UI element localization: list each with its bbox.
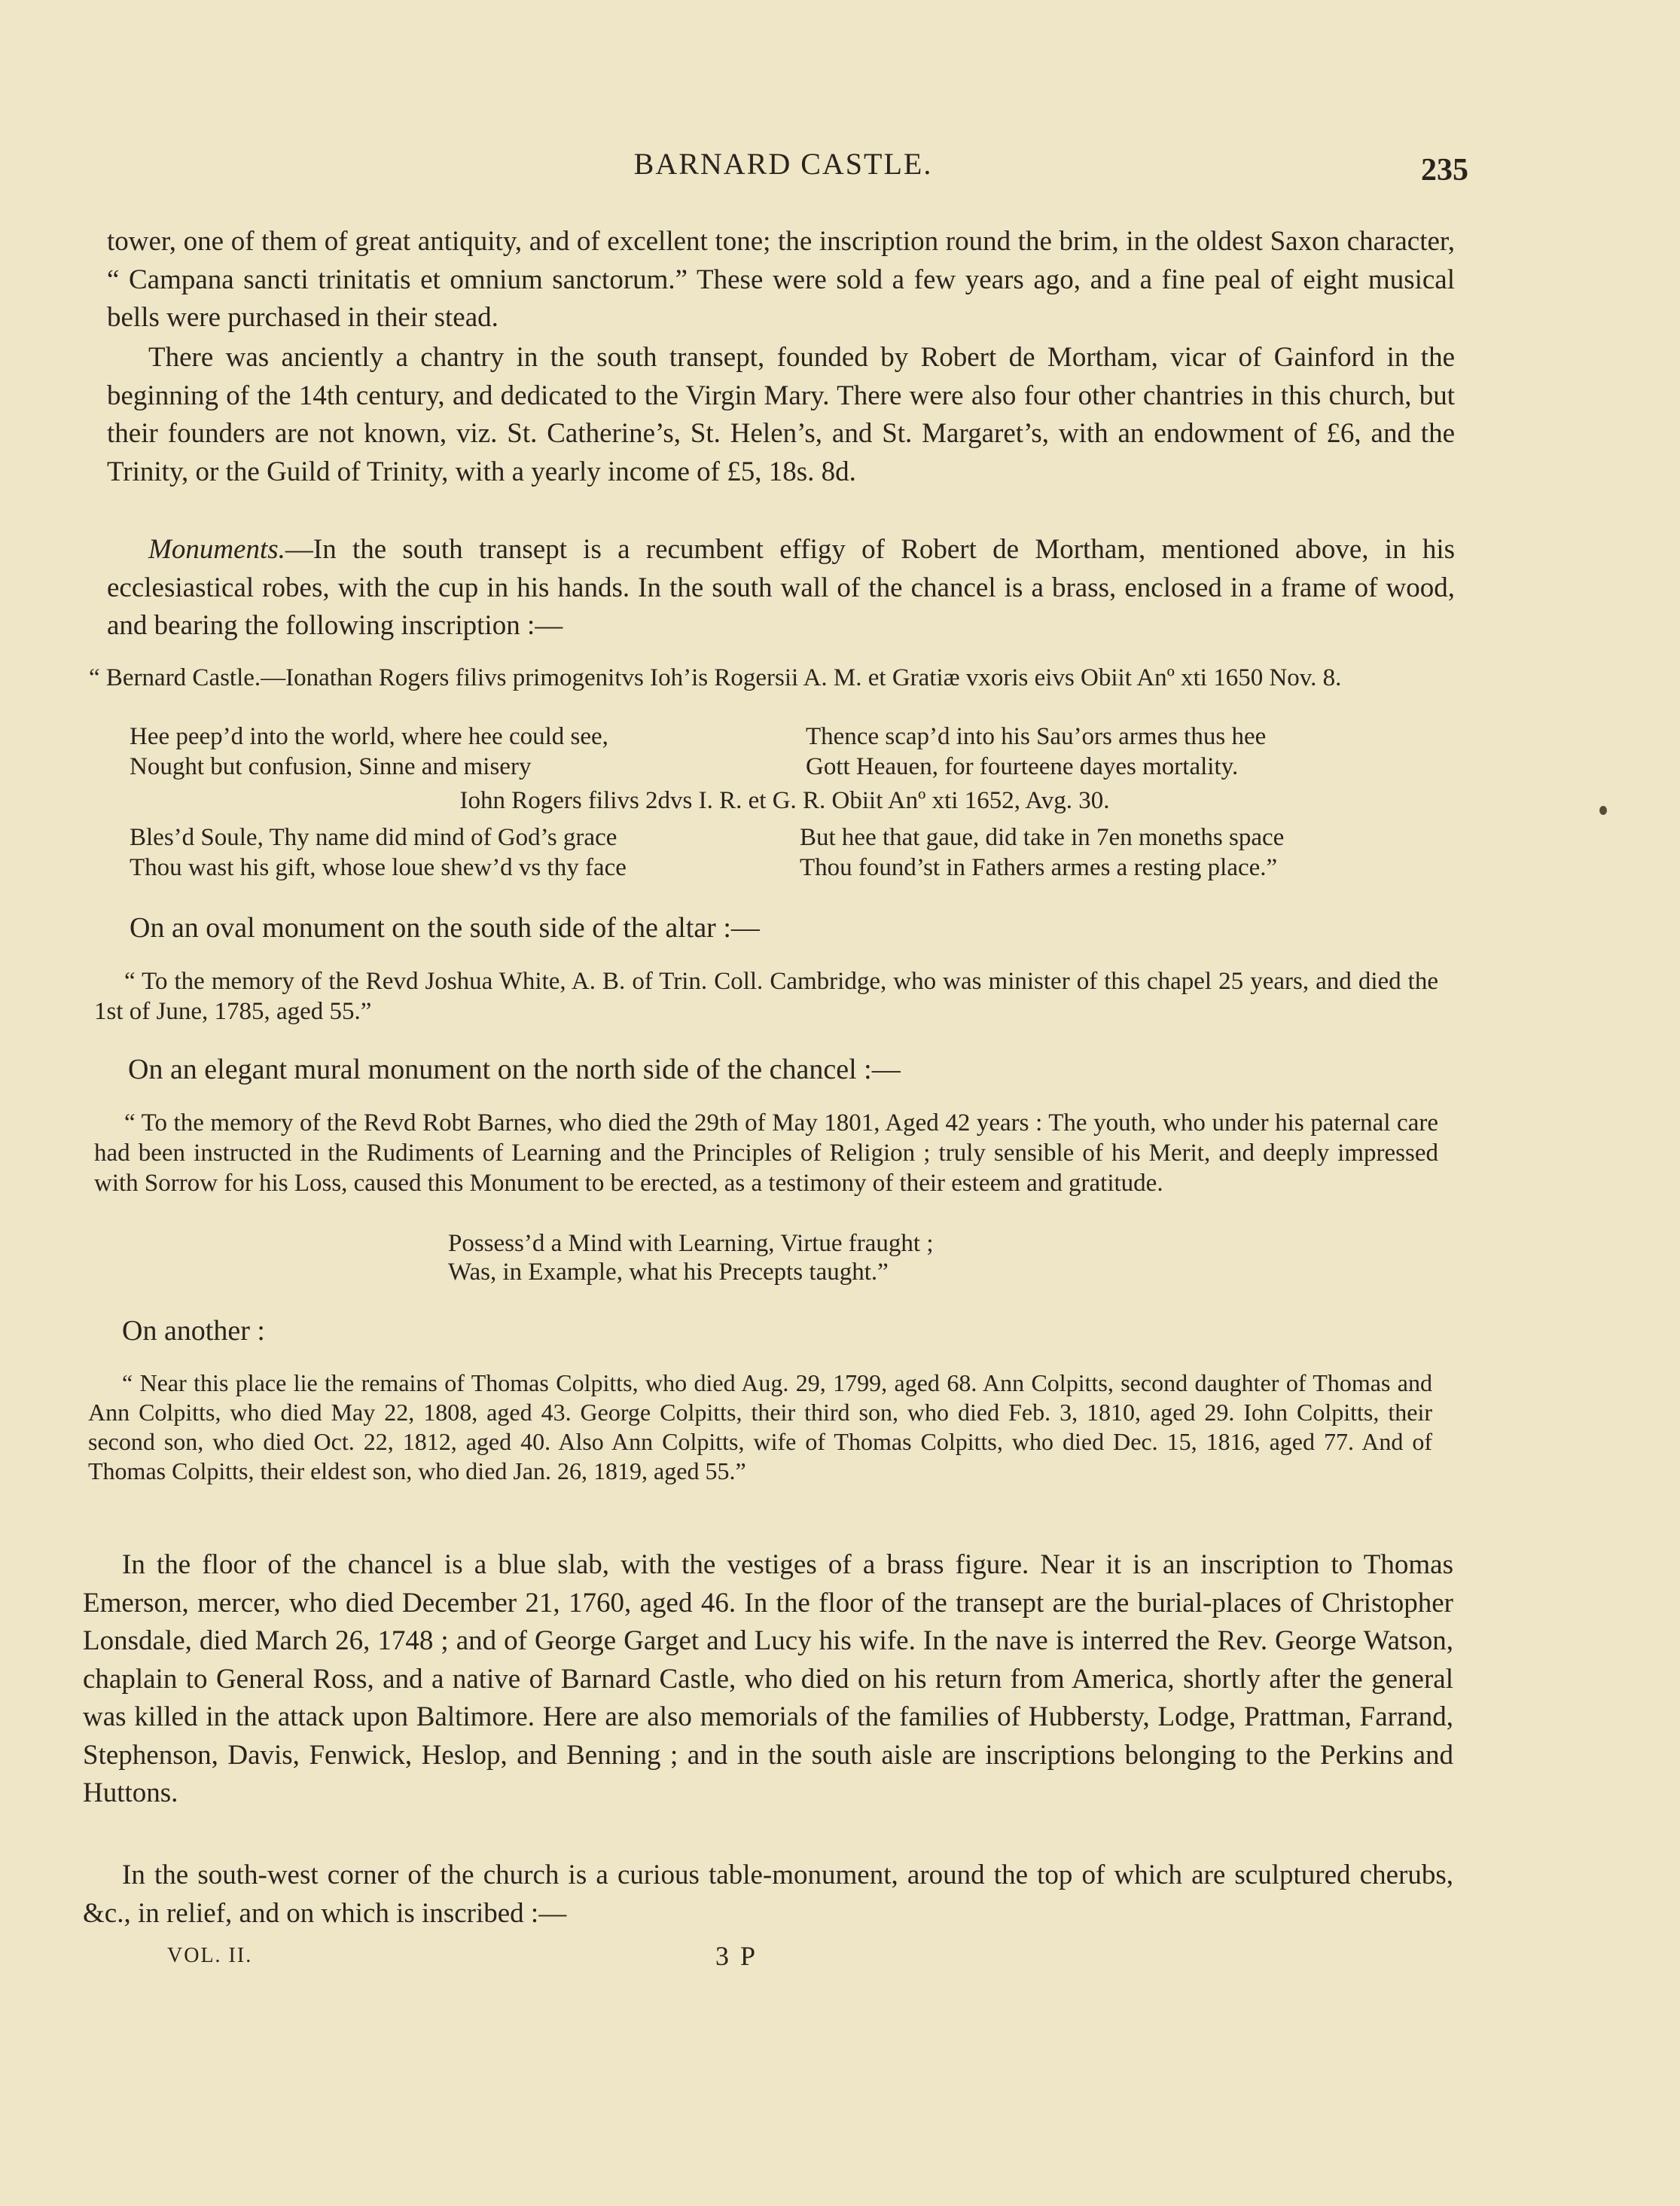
intro-oval-monument: On an oval monument on the south side of the altar :— (130, 912, 760, 944)
verse2-left-2: Thou wast his gift, whose loue shew’d vs thy face (130, 854, 627, 881)
verse-right-1: Thence scap’d into his Sau’ors armes thus hee (806, 723, 1267, 750)
paragraph-chancel-floor: In the floor of the chancel is a blue slab, with the vestiges of a brass figure. Near it is an inscription to Thomas Emerson, mercer, who died December 21, 1760, aged 46. In the floor of the transept are the burial-places of Christopher Lonsdale, died March 26, 1748 ; and of George Garget and Lucy his wife. In the nave is interred the Rev. George Watson, chaplain to General Ross, and a native of Barnard Castle, who died on his return from America, shortly after the general was killed in the attack upon Baltimore. Here are also memorials of the families of Hubbersty, Lodge, Prattman, Farrand, Stephenson, Davis, Fenwick, Heslop, and Benning ; and in the south aisle are inscriptions belonging to the Perkins and Huttons. (83, 1549, 1453, 1808)
verse3-line-1: Possess’d a Mind with Learning, Virtue fraught ; (448, 1230, 934, 1257)
inscription-colpitts: “ Near this place lie the remains of Thomas Colpitts, who died Aug. 29, 1799, aged 68. Ann Colpitts, second daughter of Thomas and Ann Colpitts, who died May 22, 1808, aged 43. George Colpitts, their third son, who died Feb. 3, 1810, aged 29. Iohn Colpitts, their second son, who died Oct. 22, 1812, aged 40. Also Ann Colpitts, wife of Thomas Colpitts, who died Dec. 15, 1816, aged 77. And of Thomas Colpitts, their eldest son, who died Jan. 26, 1819, aged 55.” (88, 1369, 1432, 1484)
intro-another: On another : (122, 1315, 265, 1347)
verse2-left-1: Bles’d Soule, Thy name did mind of God’s grace (130, 824, 617, 851)
verse-left-1: Hee peep’d into the world, where hee could see, (130, 723, 608, 750)
inscription-rogers-center: Iohn Rogers filivs 2dvs I. R. et G. R. Obiit Anº xti 1652, Avg. 30. (459, 787, 1110, 814)
paragraph-chantries: There was anciently a chantry in the south transept, founded by Robert de Mortham, vicar of Gainford in the beginning of the 14th century, and dedicated to the Virgin Mary. There were also four other chantries in this church, but their founders are not known, viz. St. Catherine’s, St. Helen’s, and St. Margaret’s, with an endowment of £6, and the Trinity, or the Guild of Trinity, with a yearly income of £5, 18s. 8d. (107, 342, 1455, 487)
paragraph-bells: tower, one of them of great antiquity, and of excellent tone; the inscription round the brim, in the oldest Saxon character, “ Campana sancti trinitatis et omnium sanctorum.” These were sold a few years ago, and a fine peal of eight musical bells were purchased in their stead. (107, 226, 1455, 333)
paragraph-table-monument: In the south-west corner of the church is a curious table-monument, around the top of which are sculptured cherubs, &c., in relief, and on which is inscribed :— (83, 1860, 1453, 1929)
inscription-rogers: “ Bernard Castle.—Ionathan Rogers filivs primogenitvs Ioh’is Rogersii A. M. et Gratiæ vxoris eivs Obiit Anº xti 1650 Nov. 8. (89, 664, 1342, 691)
signature-mark: 3 P (715, 1941, 758, 1971)
verse2-right-2: Thou found’st in Fathers armes a resting place.” (800, 854, 1278, 881)
verse-left-2: Nought but confusion, Sinne and misery (130, 753, 532, 780)
monuments-heading: Monuments. (148, 534, 285, 565)
inscription-barnes: “ To the memory of the Revd Robt Barnes, who died the 29th of May 1801, Aged 42 years : The youth, who under his paternal care had been instructed in the Rudiments of Learning and the Principles of Religion ; truly sensible of his Merit, and deeply impressed with Sorrow for his Loss, caused this Monument to be erected, as a testimony of their esteem and gratitude. (94, 1109, 1438, 1197)
running-title: BARNARD CASTLE. (633, 147, 933, 181)
ink-speck (1599, 806, 1607, 815)
verse3-line-2: Was, in Example, what his Precepts taught.” (448, 1259, 889, 1286)
intro-mural-monument: On an elegant mural monument on the north side of the chancel :— (128, 1054, 901, 1085)
monuments-text: —In the south transept is a recumbent effigy of Robert de Mortham, mentioned above, in his ecclesiastical robes, with the cup in his hands. In the south wall of the chancel is a brass, enclosed in a frame of wood, and bearing the following inscription :— (107, 534, 1455, 641)
volume-footer: VOL. II. (167, 1944, 253, 1967)
paragraph-monuments (107, 531, 1455, 645)
running-header (105, 143, 1468, 188)
verse-right-2: Gott Heauen, for fourteene dayes mortality. (806, 753, 1239, 780)
inscription-white: “ To the memory of the Revd Joshua White, A. B. of Trin. Coll. Cambridge, who was minister of this chapel 25 years, and died the 1st of June, 1785, aged 55.” (94, 968, 1438, 1025)
page-number: 235 (1421, 153, 1468, 188)
verse2-right-1: But hee that gaue, did take in 7en moneths space (800, 824, 1285, 851)
